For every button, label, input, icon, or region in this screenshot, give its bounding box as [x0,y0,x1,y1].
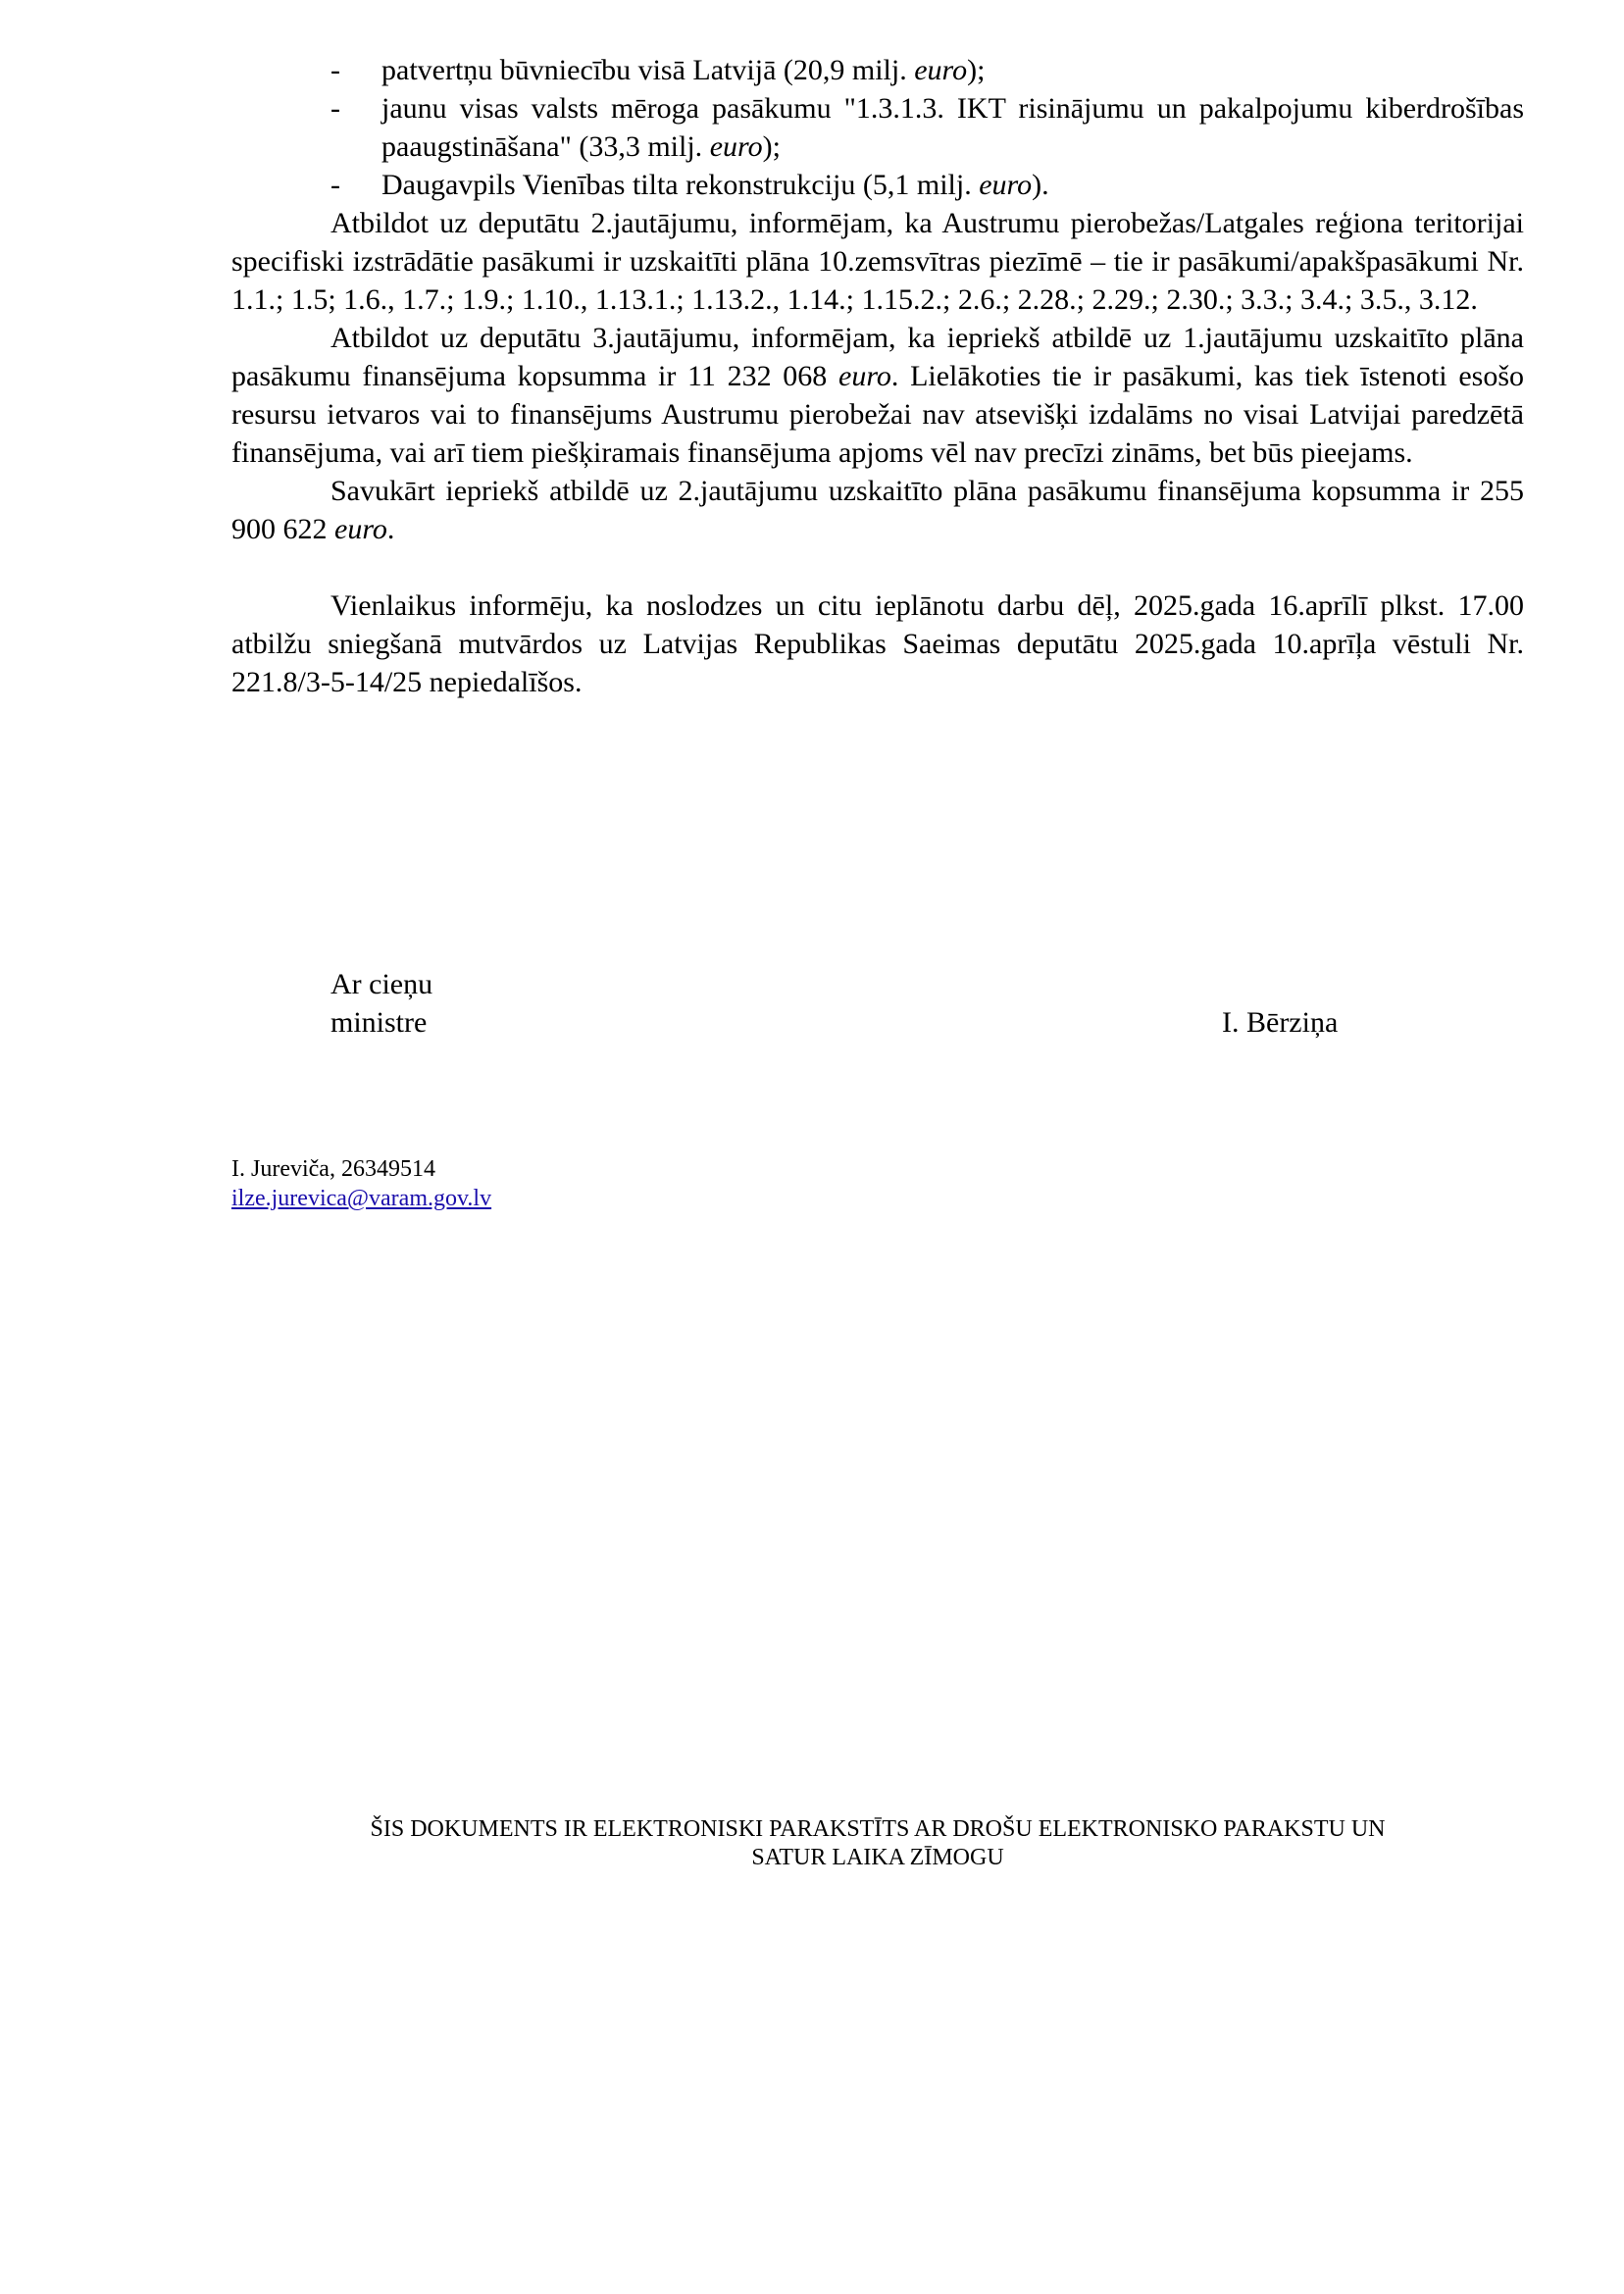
signer-role: ministre [330,1006,428,1039]
footer-line-1: ŠIS DOKUMENTS IR ELEKTRONISKI PARAKSTĪTS AR DROŠU ELEKTRONISKO PARAKSTU UN [370,1816,1386,1842]
bullet-dash: - [330,169,340,201]
currency-term: euro [334,513,387,545]
currency-term: euro [709,130,763,163]
e-signature-notice [231,1815,1524,1872]
currency-term: euro [838,360,891,392]
paragraph-question-2: Atbildot uz deputātu 2.jautājumu, informējam, ka Austrumu pierobežas/Latgales reģiona teritorijai specifiski izstrādātie pasākumi ir uzskaitīti plāna 10.zemsvītras piezīmē – tie ir pasākumi/apakšpasākumi Nr. 1.1.; 1.5; 1.6., 1.7.; 1.9.; 1.10., 1.13.1.; 1.13.2., 1.14.; 1.15.2.; 2.6.; 2.28.; 2.29.; 2.30.; 3.3.; 3.4.; 3.5., 3.12. [231,207,1524,316]
bullet-text: patvertņu būvniecību visā Latvijā (20,9 milj. [381,54,915,86]
letter-body [231,51,1524,701]
currency-term: euro [979,169,1033,201]
bullet-dash: - [330,92,340,125]
contact-name-phone: I. Jureviča, 26349514 [231,1156,435,1182]
paragraph-absence-notice: Vienlaikus informēju, ka noslodzes un citu ieplānotu darbu dēļ, 2025.gada 16.aprīlī plkst. 17.00 atbilžu sniegšanā mutvārdos uz Latvijas Republikas Saeimas deputātu 2025.gada 10.aprīļa vēstuli Nr. 221.8/3-5-14/25 nepiedalīšos. [231,589,1524,698]
closing-greeting: Ar cieņu [330,968,433,1000]
bullet-item-bridge: - Daugavpils Vienības tilta rekonstrukciju (5,1 milj. euro). [231,166,1524,204]
footer-line-2: SATUR LAIKA ZĪMOGU [751,1845,1004,1870]
bullet-dash: - [330,54,340,86]
signer-name: I. Bērziņa [1222,1006,1339,1039]
bullet-item-shelters: - patvertņu būvniecību visā Latvijā (20,9 milj. euro); [231,51,1524,89]
bullet-item-ict-security: - jaunu visas valsts mēroga pasākumu "1.3.1.3. IKT risinājumu un pakalpojumu kiberdrošības paaugstināšana" (33,3 milj. euro); [231,89,1524,166]
paragraph-question-3: Atbildot uz deputātu 3.jautājumu, informējam, ka iepriekš atbildē uz 1.jautājumu uzskaitīto plāna pasākumu finansējuma kopsumma ir 11 232 068 euro. Lielākoties tie ir pasākumi, kas tiek īstenoti esošo resursu ietvaros vai to finansējums Austrumu pierobežai nav atsevišķi izdalāms no visai Latvijai paredzētā finansējuma, vai arī tiem piešķiramais finansējuma apjoms vēl nav precīzi zināms, bet būs pieejams. [231,322,1524,469]
contact-email-link[interactable]: ilze.jurevica@varam.gov.lv [231,1186,492,1211]
currency-term: euro [914,54,968,86]
contact-block [231,1154,491,1213]
bullet-text: jaunu visas valsts mēroga pasākumu "1.3.1.3. IKT risinājumu un pakalpojumu kiberdrošības paaugstināšana" (33,3 milj. [381,92,1524,163]
closing-block [330,965,432,1042]
bullet-text: Daugavpils Vienības tilta rekonstrukciju (5,1 milj. [381,169,980,201]
paragraph-total-sum: Savukārt iepriekš atbildē uz 2.jautājumu uzskaitīto plāna pasākumu finansējuma kopsumma ir 255 900 622 euro. [231,475,1524,545]
